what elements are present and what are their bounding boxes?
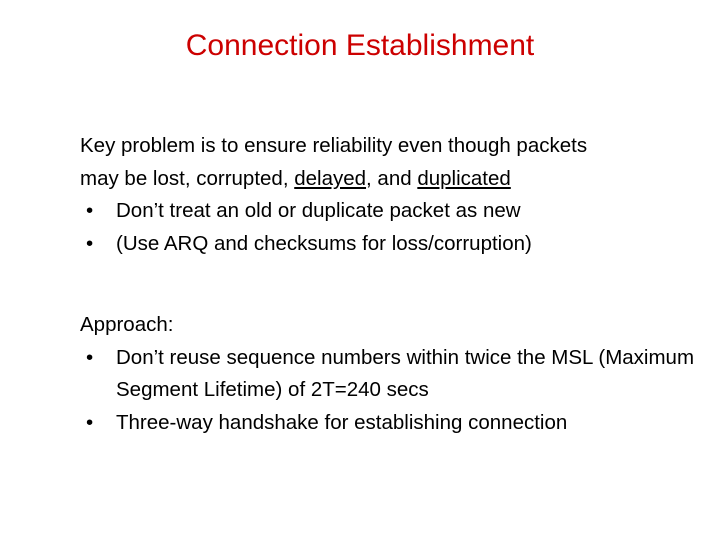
approach-bullet-text: Three-way handshake for establishing connection <box>116 410 568 434</box>
bullet-marker: • <box>86 199 94 222</box>
problem-section <box>80 130 700 260</box>
problem-bullet <box>80 228 700 261</box>
duplicated-underlined: duplicated <box>417 166 511 190</box>
problem-bullet <box>80 195 700 228</box>
problem-bullet-text: (Use ARQ and checksums for loss/corruption) <box>116 231 532 255</box>
bullet-marker: • <box>86 410 94 434</box>
slide-title: Connection Establishment <box>185 29 535 62</box>
delayed-underlined: delayed <box>294 166 367 190</box>
intro-line-2-prefix: may be lost, corrupted, <box>80 166 295 190</box>
bullet-marker: • <box>86 345 94 369</box>
approach-bullet <box>80 342 700 407</box>
approach-bullet <box>80 407 700 440</box>
intro-line-2-mid: , and <box>366 166 418 190</box>
bullet-marker: • <box>86 231 94 255</box>
approach-bullet-text: Don’t reuse sequence numbers within twice the MSL (Maximum Segment Lifetime) of 2T=240 secs <box>116 345 695 401</box>
intro-line-1: Key problem is to ensure reliability even though packets <box>80 134 588 157</box>
intro-line-2 <box>80 163 700 196</box>
approach-section <box>80 309 700 439</box>
approach-heading: Approach: <box>80 313 174 336</box>
problem-bullet-text: Don’t treat an old or duplicate packet as new <box>116 199 521 222</box>
